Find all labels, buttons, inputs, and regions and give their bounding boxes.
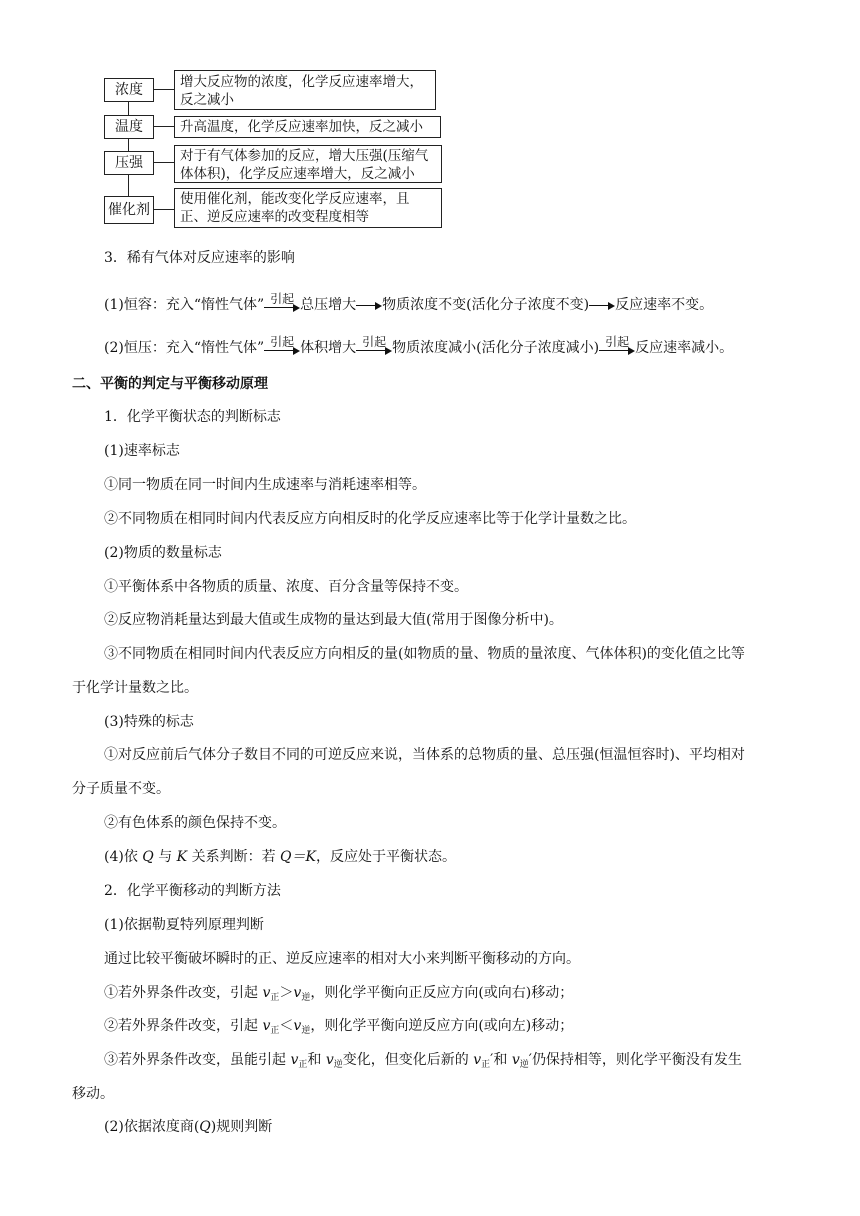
- text-line: ②有色体系的颜色保持不变。: [104, 815, 286, 831]
- factor-desc-concentration: 增大反应物的浓度，化学反应速率增大，反之减小: [174, 70, 436, 110]
- inert-gas-constant-pressure: (2)恒压：充入“惰性气体” 引起 体积增大 引起 物质浓度减小(活化分子浓度减小) 引起 反应速率减小。: [104, 335, 734, 356]
- arrow-icon: [356, 295, 382, 315]
- text-line-rate-reverse: ②若外界条件改变，引起 $v_正<v_逆$，则化学平衡向逆反应方向(或向左)移动；: [104, 1018, 574, 1036]
- diagram-connector: [128, 88, 129, 206]
- text-line: (3)特殊的标志: [104, 714, 194, 730]
- factor-label-temperature: 温度: [104, 115, 154, 139]
- connector-line: [154, 89, 174, 90]
- inert-gas-constant-volume: (1)恒容：充入“惰性气体” 引起 总压增大 物质浓度不变(活化分子浓度不变) 反应速率不变。: [104, 292, 714, 313]
- text-line: (1)依据勒夏特列原理判断: [104, 917, 264, 933]
- factor-desc-catalyst: 使用催化剂，能改变化学反应速率，且正、逆反应速率的改变程度相等: [174, 188, 442, 228]
- connector-line: [154, 126, 174, 127]
- arrow-icon: 引起: [264, 338, 300, 358]
- text-line-quotient: (2)依据浓度商(Q)规则判断: [104, 1119, 273, 1135]
- factor-label-pressure: 压强: [104, 151, 154, 175]
- text-line: ①同一物质在同一时间内生成速率与消耗速率相等。: [104, 477, 426, 493]
- arrow-icon: 引起: [264, 295, 300, 315]
- text-line: ①对反应前后气体分子数目不同的可逆反应来说，当体系的总物质的量、总压强(恒温恒容时)、平均相对: [104, 747, 745, 763]
- subheading-shift-judgement: 2．化学平衡移动的判断方法: [104, 883, 281, 899]
- section-title-equilibrium: 二、平衡的判定与平衡移动原理: [72, 376, 268, 392]
- factor-desc-temperature: 升高温度，化学反应速率加快，反之减小: [174, 116, 441, 138]
- text-line-rate-equal: ③若外界条件改变，虽能引起 $v_正$和 $v_逆$变化，但变化后新的 $v_正'$和 $v_逆'$仍保持相等，则化学平衡没有发生: [104, 1052, 742, 1070]
- text-line-q-k: (4)依 Q 与 K 关系判断：若 Q＝K，反应处于平衡状态。: [104, 849, 456, 865]
- section-heading-inert-gas: 3．稀有气体对反应速率的影响: [104, 250, 295, 266]
- arrow-icon: [589, 295, 615, 315]
- text-line: (2)物质的数量标志: [104, 545, 222, 561]
- text-line: 分子质量不变。: [72, 781, 170, 797]
- text-line: 于化学计量数之比。: [72, 680, 198, 696]
- text-line: (1)速率标志: [104, 443, 180, 459]
- text-line: ②不同物质在相同时间内代表反应方向相反时的化学反应速率比等于化学计量数之比。: [104, 511, 636, 527]
- arrow-icon: 引起: [599, 338, 635, 358]
- subheading-equilibrium-criteria: 1．化学平衡状态的判断标志: [104, 409, 281, 425]
- factor-label-catalyst: 催化剂: [104, 196, 154, 224]
- text-line: 移动。: [72, 1086, 114, 1102]
- text-line: 通过比较平衡破坏瞬时的正、逆反应速率的相对大小来判断平衡移动的方向。: [104, 951, 580, 967]
- arrow-icon: 引起: [356, 338, 392, 358]
- text-line-rate-forward: ①若外界条件改变，引起 $v_正>v_逆$，则化学平衡向正反应方向(或向右)移动；: [104, 985, 574, 1003]
- text-line: ③不同物质在相同时间内代表反应方向相反的量(如物质的量、物质的量浓度、气体体积)的变化值之比等: [104, 646, 745, 662]
- text-line: ①平衡体系中各物质的质量、浓度、百分含量等保持不变。: [104, 579, 468, 595]
- factor-label-concentration: 浓度: [104, 78, 154, 102]
- connector-line: [154, 209, 174, 210]
- factor-desc-pressure: 对于有气体参加的反应，增大压强(压缩气体体积)，化学反应速率增大，反之减小: [174, 145, 442, 183]
- text-line: ②反应物消耗量达到最大值或生成物的量达到最大值(常用于图像分析中)。: [104, 612, 563, 628]
- connector-line: [154, 162, 174, 163]
